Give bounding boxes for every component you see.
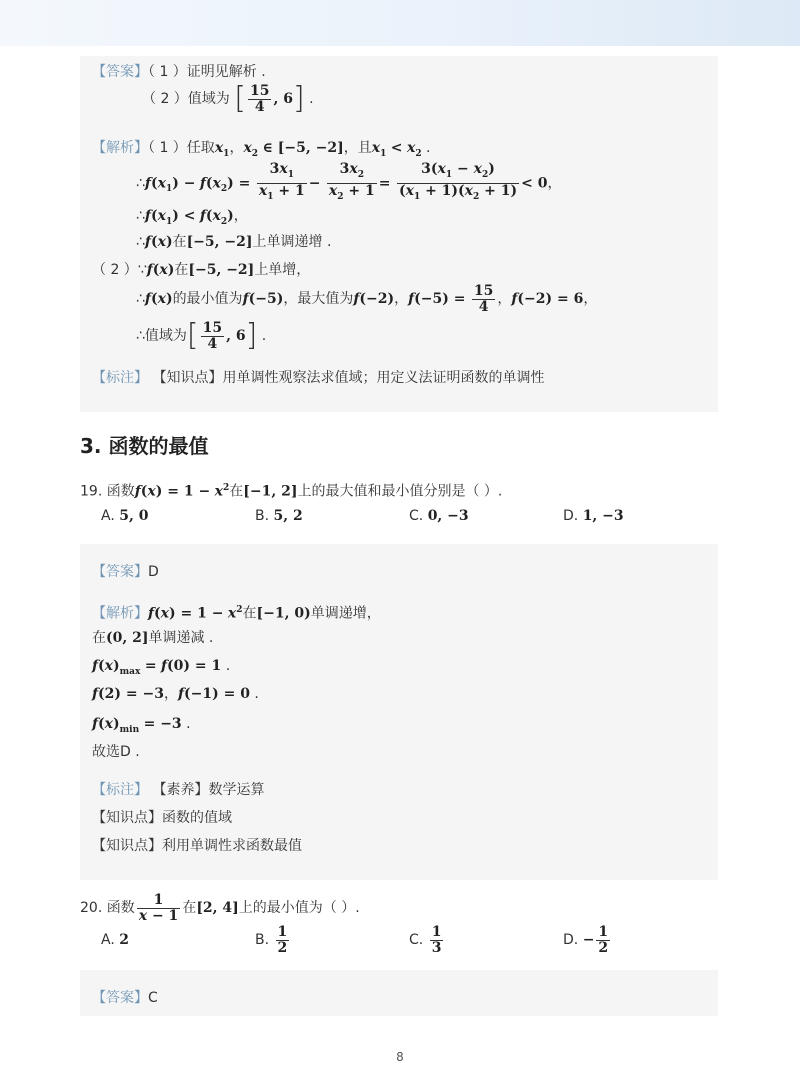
option-letter: B. bbox=[255, 508, 270, 524]
note-line bbox=[92, 368, 544, 388]
option-a[interactable] bbox=[101, 506, 148, 526]
analysis-line-6: ∴f(x)的最小值为f(−5)，最大值为f(−2)，f(−5) = $\frac{15}{4}$ ，f(−2) = 6， bbox=[136, 282, 598, 315]
analysis-text: ∴值域为 bbox=[136, 328, 187, 344]
analysis-line-2: 在(0, 2]单调递减 . bbox=[92, 630, 214, 646]
analysis-text: ， bbox=[547, 175, 562, 192]
option-c[interactable]: C. $\frac{1}{3}$ bbox=[409, 923, 442, 956]
note-line-3 bbox=[92, 836, 302, 856]
question-number: 20. bbox=[80, 900, 103, 916]
answer-tag: 【答案】 bbox=[92, 64, 148, 80]
analysis-tag: 【解析】 bbox=[92, 605, 148, 622]
option-b[interactable]: B. $\frac{1}{2}$ bbox=[255, 923, 288, 956]
analysis-line-3: $\therefore f(x_1) < f(x_2)$， bbox=[136, 208, 248, 227]
option-value: 2 bbox=[119, 932, 129, 948]
option-letter: A. bbox=[101, 508, 115, 524]
stem-text: 上的最小值为（ ）. bbox=[238, 900, 360, 916]
note-text: 【知识点】利用单调性求函数最值 bbox=[92, 838, 302, 854]
section-heading: 3. 函数的最值 bbox=[80, 434, 209, 458]
analysis-line-5: （ 2 ）∵f(x)在[−5, −2]上单增， bbox=[92, 262, 311, 278]
answer-text-2: （ 2 ）值域为 bbox=[142, 91, 230, 107]
analysis-text: ， bbox=[233, 208, 248, 224]
analysis-line-4: f(2) = −3，f(−1) = 0 . bbox=[92, 686, 259, 702]
analysis-tag: 【解析】 bbox=[92, 140, 148, 156]
answer-text: D bbox=[148, 564, 159, 580]
solution-box-q20 bbox=[80, 970, 718, 1016]
note-text: 【素养】数学运算 bbox=[152, 782, 265, 798]
option-letter: D. bbox=[563, 508, 579, 524]
option-c[interactable] bbox=[409, 506, 469, 526]
answer-text: C bbox=[148, 990, 158, 1006]
stem-text: 上的最大值和最小值分别是（ ）. bbox=[297, 483, 503, 500]
analysis-text: ∴ bbox=[136, 291, 145, 307]
option-value: 0, −3 bbox=[427, 508, 469, 524]
analysis-text: 故选D . bbox=[92, 744, 140, 760]
answer-text: （ 1 ）证明见解析 . bbox=[148, 64, 266, 80]
analysis-line-6 bbox=[92, 742, 140, 762]
option-letter: A. bbox=[101, 932, 115, 948]
analysis-text: 在 bbox=[242, 605, 257, 622]
analysis-text: 的最小值为 bbox=[172, 291, 243, 307]
answer-line bbox=[92, 62, 266, 82]
analysis-line-5: $f(x)_{min} = -3$ . bbox=[92, 716, 191, 735]
option-letter: D. bbox=[563, 932, 579, 948]
stem-text: 在 bbox=[182, 900, 197, 916]
note-line-2 bbox=[92, 808, 232, 828]
stem-text: 在 bbox=[229, 483, 244, 500]
analysis-line-1: 【解析】$f(x) = 1 - x^2$在[−1, 0)单调递增， bbox=[92, 605, 381, 622]
note-text: 【知识点】函数的值域 bbox=[92, 810, 232, 826]
stem-text: 函数 bbox=[106, 900, 135, 916]
analysis-text: 单调递增， bbox=[310, 605, 381, 622]
option-d[interactable] bbox=[563, 506, 624, 526]
analysis-text: 单调递减 . bbox=[148, 630, 214, 646]
note-tag: 【标注】 bbox=[92, 370, 148, 386]
note-line-1 bbox=[92, 780, 264, 800]
answer-tag: 【答案】 bbox=[92, 990, 148, 1006]
answer-line bbox=[92, 562, 159, 582]
option-a[interactable] bbox=[101, 922, 129, 958]
analysis-text: （ 1 ）任取 bbox=[148, 140, 215, 156]
solution-box-q19 bbox=[80, 544, 718, 880]
page-header-band bbox=[0, 0, 800, 46]
analysis-text: ，最大值为 bbox=[283, 291, 354, 307]
option-letter: C. bbox=[409, 508, 424, 524]
page-number: 8 bbox=[396, 1050, 404, 1064]
analysis-line-1: 【解析】（ 1 ）任取$x_1$，$x_2$ ∈ [−5, −2]，且$x_1 < x_2$ . bbox=[92, 140, 431, 159]
analysis-line-4: ∴f(x)在[−5, −2]上单调递增 . bbox=[136, 234, 332, 250]
option-d[interactable]: D. − $\frac{1}{2}$ bbox=[563, 923, 609, 956]
option-value: 5, 2 bbox=[273, 508, 303, 524]
analysis-line-7: ∴值域为[ $\frac{15}{4}$ , 6] . bbox=[136, 318, 267, 353]
q20-stem: 20. 函数 $\frac{1}{x - 1}$ 在[2, 4]上的最小值为（ ）. bbox=[80, 891, 360, 924]
analysis-text: 在 bbox=[92, 630, 106, 646]
stem-text: 函数 bbox=[106, 483, 135, 500]
analysis-line-3: $f(x)_{max} = f(0) = 1$ . bbox=[92, 658, 231, 677]
answer-line-2: （ 2 ）值域为 [ $\frac{15}{4}$ , 6] . bbox=[142, 81, 314, 116]
option-value: 5, 0 bbox=[119, 508, 149, 524]
note-text: 【知识点】用单调性观察法求值域；用定义法证明函数的单调性 bbox=[152, 370, 545, 386]
q19-stem: 19. 函数$f(x) = 1 - x^2$在[−1, 2]上的最大值和最小值分别是（ ）. bbox=[80, 483, 503, 500]
option-letter: B. bbox=[255, 932, 270, 948]
option-b[interactable] bbox=[255, 506, 303, 526]
analysis-text: 上单调递增 . bbox=[252, 234, 332, 250]
solution-box-q18 bbox=[80, 56, 718, 412]
analysis-line-2: $\therefore f(x_1) - f(x_2)$ = $\frac{3x_1}{x_1 + 1}$ − $\frac{3x_2}{x_2 + 1}$ = $\frac{3(x_1 - x_2)}{(x_1 + 1)(x_2 + 1)}$ < 0， bbox=[136, 161, 562, 202]
answer-tag: 【答案】 bbox=[92, 564, 148, 580]
answer-line bbox=[92, 988, 158, 1008]
analysis-text: （ 2 ）∵ bbox=[92, 262, 147, 278]
question-number: 19. bbox=[80, 483, 103, 500]
analysis-text: 上单增， bbox=[254, 262, 311, 278]
option-letter: C. bbox=[409, 932, 424, 948]
analysis-text: ，且 bbox=[343, 140, 372, 156]
note-tag: 【标注】 bbox=[92, 782, 148, 798]
option-value: 1, −3 bbox=[582, 508, 624, 524]
